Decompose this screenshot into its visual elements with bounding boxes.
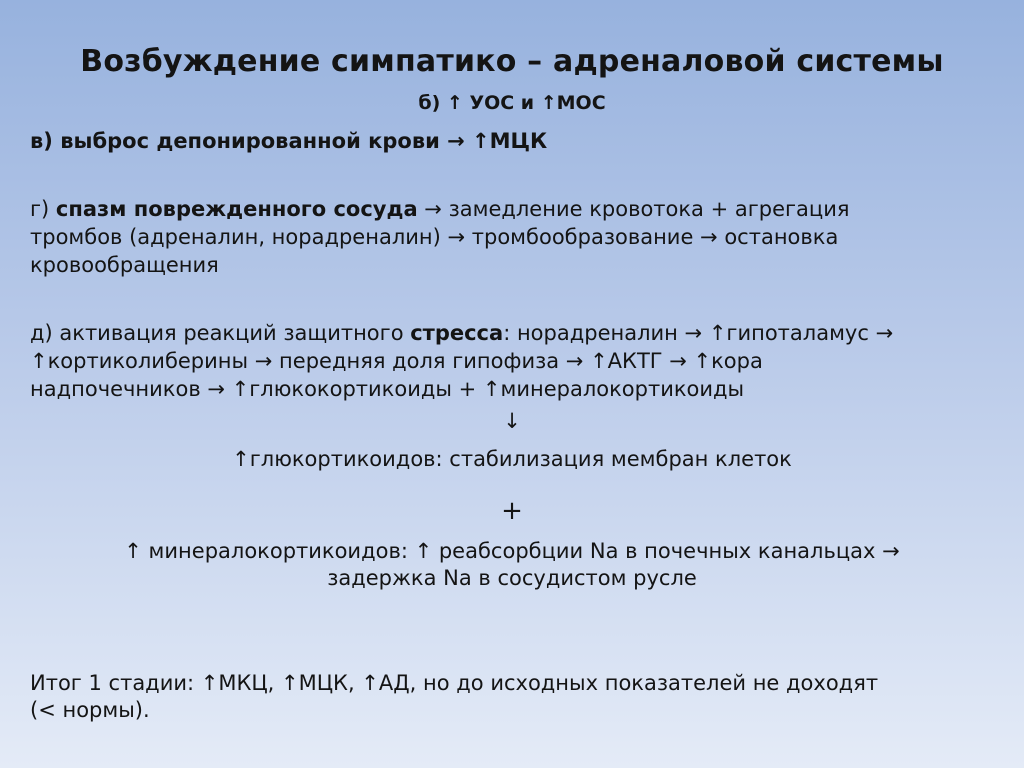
item-d-line1 — [30, 320, 990, 346]
mineralocorticoids-line1: ↑ минералокортикоидов: ↑ реабсорбции Na в почечных канальцах → — [124, 539, 900, 563]
item-g-rest: → замедление кровотока + агрегация — [417, 197, 850, 221]
summary-line2: (< нормы). — [30, 698, 150, 722]
subtitle: б) ↑ УОС и ↑МОС — [418, 92, 606, 114]
down-arrow: ↓ — [503, 409, 521, 433]
item-g-prefix: г) — [30, 197, 56, 221]
plus-sign: + — [501, 496, 523, 526]
item-d-line2: ↑кортиколиберины → передняя доля гипофиза → ↑АКТГ → ↑кора — [30, 349, 763, 373]
mineralocorticoids-line2: задержка Na в сосудистом русле — [327, 566, 697, 590]
item-d-prefix: д) активация реакций защитного — [30, 321, 411, 345]
item-d-bold: стресса — [410, 321, 504, 345]
summary-line1: Итог 1 стадии: ↑МКЦ, ↑МЦК, ↑АД, но до исходных показателей не доходят — [30, 671, 879, 695]
item-d-line3: надпочечников → ↑глюкокортикоиды + ↑минералокортикоиды — [30, 377, 745, 401]
slide-title: Возбуждение симпатико – адреналовой системы — [80, 44, 944, 79]
item-g-line3: кровообращения — [30, 253, 219, 277]
item-g-line1 — [30, 196, 990, 222]
item-g-line2: тромбов (адреналин, норадреналин) → тромбообразование → остановка — [30, 225, 839, 249]
glucocorticoids-line: ↑глюкортикоидов: стабилизация мембран клеток — [232, 447, 792, 471]
item-v: в) выброс депонированной крови → ↑МЦК — [30, 129, 548, 153]
item-g-bold: спазм поврежденного сосуда — [55, 197, 418, 221]
item-d-rest: : норадреналин → ↑гипоталамус → — [503, 321, 894, 345]
